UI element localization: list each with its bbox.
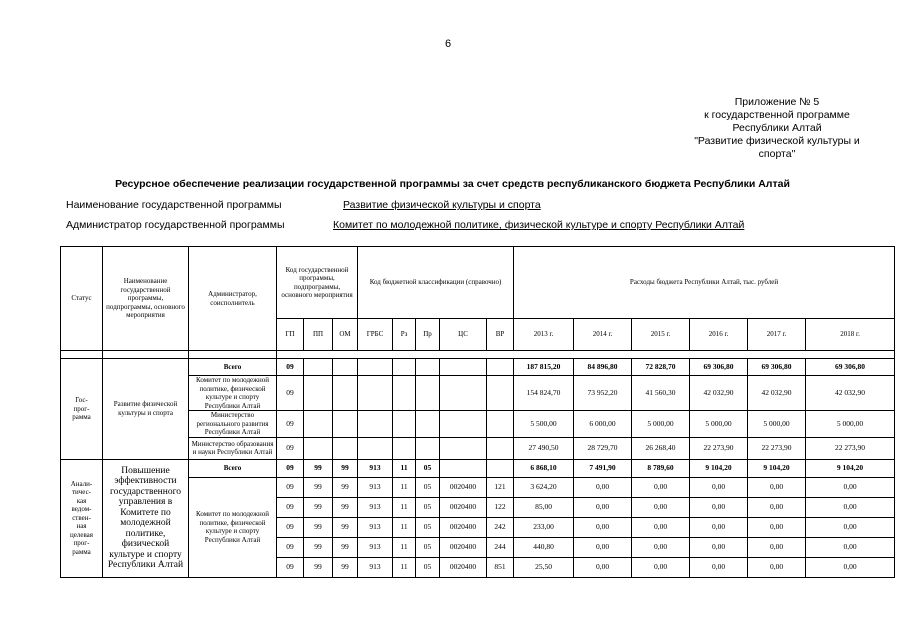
cell-value: 0,00 [748,477,806,497]
cell-vr: 851 [487,557,514,577]
cell-value: 0,00 [806,557,895,577]
header-name: Наименование государственной программы, подпрограммы, основного мероприятия [103,247,189,351]
cell-value: 69 306,80 [806,359,895,376]
cell-pp [304,359,333,376]
cell-pr [416,437,440,459]
cell-rz [393,437,416,459]
cell-grbs: 913 [358,459,393,477]
cell-value: 9 104,20 [748,459,806,477]
cell-value: 0,00 [632,557,690,577]
page-number: 6 [445,38,452,50]
cell-admin: Министерство образования и науки Республики Алтай [189,437,277,459]
cell-value: 0,00 [748,537,806,557]
cell-pp [304,437,333,459]
cell-admin: Министерство регионального развития Республики Алтай [189,411,277,438]
cell-vr: 121 [487,477,514,497]
cell-pp: 99 [304,477,333,497]
cell-cs: 0020400 [440,537,487,557]
cell-pr: 05 [416,537,440,557]
cell-vr: 244 [487,537,514,557]
cell-pr: 05 [416,517,440,537]
cell-value: 5 000,00 [806,411,895,438]
cell-value: 69 306,80 [690,359,748,376]
cell-value: 26 268,40 [632,437,690,459]
header-year-col: 2014 г. [574,319,632,351]
cell-value: 0,00 [632,477,690,497]
header-code-group: Код государственной программы, подпрограммы, основного мероприятия [277,247,358,319]
cell-rz: 11 [393,517,416,537]
cell-vr [487,437,514,459]
administrator-label: Администратор государственной программы [66,219,285,231]
cell-cs [440,411,487,438]
cell-om [333,359,358,376]
cell-grbs: 913 [358,497,393,517]
cell-status: Гос- прог- рамма [61,359,103,460]
appendix-line: Республики Алтай [732,122,822,134]
cell-value: 3 624,20 [514,477,574,497]
cell-value: 0,00 [632,497,690,517]
cell-vr: 122 [487,497,514,517]
cell-om: 99 [333,517,358,537]
cell-value: 5 500,00 [514,411,574,438]
cell-grbs: 913 [358,477,393,497]
cell-grbs [358,376,393,411]
budget-table [60,246,895,578]
cell-pp: 99 [304,537,333,557]
cell-cs [440,359,487,376]
header-year-col: 2016 г. [690,319,748,351]
cell-value: 5 000,00 [748,411,806,438]
cell-pp [304,376,333,411]
cell-value: 41 560,30 [632,376,690,411]
program-name-label: Наименование государственной программы [66,199,282,211]
appendix-line: к государственной программе [704,109,850,121]
cell-grbs: 913 [358,557,393,577]
cell-pp: 99 [304,459,333,477]
cell-value: 0,00 [690,477,748,497]
header-year-col: 2015 г. [632,319,690,351]
cell-grbs: 913 [358,537,393,557]
cell-value: 8 789,60 [632,459,690,477]
cell-value: 25,50 [514,557,574,577]
header-kbk-group: Код бюджетной классификации (справочно) [358,247,514,319]
cell-om [333,411,358,438]
cell-vr [487,376,514,411]
cell-status: Анали- тичес- кая ведом- ствен- ная целевая прог- рамма [61,459,103,577]
cell-value: 6 000,00 [574,411,632,438]
header-year-col: 2013 г. [514,319,574,351]
cell-value: 0,00 [748,497,806,517]
cell-pr: 05 [416,459,440,477]
cell-value: 0,00 [748,517,806,537]
cell-vr [487,359,514,376]
cell-value: 84 896,80 [574,359,632,376]
cell-om: 99 [333,557,358,577]
cell-grbs [358,437,393,459]
cell-gp: 09 [277,477,304,497]
cell-value: 22 273,90 [748,437,806,459]
cell-value: 0,00 [748,557,806,577]
cell-rz: 11 [393,459,416,477]
cell-vr [487,459,514,477]
header-kbk-col: ГРБС [358,319,393,351]
cell-value: 154 824,70 [514,376,574,411]
cell-value: 5 000,00 [690,411,748,438]
cell-value: 187 815,20 [514,359,574,376]
cell-value: 233,00 [514,517,574,537]
cell-value: 22 273,90 [690,437,748,459]
cell-value: 0,00 [574,517,632,537]
cell-om [333,437,358,459]
cell-value: 0,00 [690,557,748,577]
cell-rz: 11 [393,477,416,497]
cell-cs: 0020400 [440,477,487,497]
cell-program-name: Развитие физической культуры и спорта [103,359,189,460]
header-kbk-col: Рз [393,319,416,351]
appendix-line: спорта" [758,148,796,160]
cell-value: 85,00 [514,497,574,517]
cell-value: 69 306,80 [748,359,806,376]
cell-cs: 0020400 [440,557,487,577]
cell-rz [393,359,416,376]
cell-gp: 09 [277,437,304,459]
cell-value: 28 729,70 [574,437,632,459]
cell-pr [416,376,440,411]
cell-om: 99 [333,497,358,517]
cell-rz [393,376,416,411]
cell-cs: 0020400 [440,517,487,537]
cell-value: 440,80 [514,537,574,557]
cell-rz [393,411,416,438]
cell-gp: 09 [277,517,304,537]
cell-vr [487,411,514,438]
cell-value: 0,00 [574,497,632,517]
program-name-value: Развитие физической культуры и спорта [343,199,541,211]
cell-pr: 05 [416,497,440,517]
cell-value: 7 491,90 [574,459,632,477]
cell-value: 0,00 [690,537,748,557]
header-code-col: ОМ [333,319,358,351]
cell-value: 22 273,90 [806,437,895,459]
cell-cs [440,459,487,477]
cell-value: 9 104,20 [690,459,748,477]
cell-pp: 99 [304,497,333,517]
cell-value: 0,00 [806,497,895,517]
cell-gp: 09 [277,537,304,557]
cell-grbs [358,359,393,376]
document-title: Ресурсное обеспечение реализации государственной программы за счет средств республиканского бюджета Республики Алтай [115,178,790,190]
cell-om [333,376,358,411]
cell-value: 0,00 [690,517,748,537]
cell-gp: 09 [277,557,304,577]
cell-cs [440,376,487,411]
cell-pr [416,359,440,376]
cell-gp: 09 [277,497,304,517]
cell-cs [440,437,487,459]
header-code-col: ПП [304,319,333,351]
cell-value: 6 868,10 [514,459,574,477]
appendix-note [660,96,894,161]
cell-pr: 05 [416,477,440,497]
cell-value: 0,00 [806,537,895,557]
cell-gp: 09 [277,411,304,438]
cell-gp: 09 [277,459,304,477]
header-kbk-col: Пр [416,319,440,351]
cell-value: 0,00 [806,477,895,497]
cell-vr: 242 [487,517,514,537]
header-kbk-col: ВР [487,319,514,351]
cell-pr: 05 [416,557,440,577]
cell-value: 5 000,00 [632,411,690,438]
cell-program-name: Повышение эффективности государственного управления в Комитете по молодежной политике, физической культуре и спорту Республики Алтай [103,459,189,577]
cell-value: 0,00 [574,537,632,557]
cell-value: 0,00 [574,557,632,577]
cell-value: 27 490,50 [514,437,574,459]
cell-om: 99 [333,459,358,477]
cell-value: 42 032,90 [690,376,748,411]
cell-pr [416,411,440,438]
cell-value: 42 032,90 [806,376,895,411]
cell-admin: Комитет по молодежной политике, физической культуре и спорту Республики Алтай [189,477,277,577]
cell-value: 0,00 [574,477,632,497]
cell-grbs: 913 [358,517,393,537]
cell-value: 73 952,20 [574,376,632,411]
cell-value: 0,00 [806,517,895,537]
table-row [61,459,895,477]
cell-value: 42 032,90 [748,376,806,411]
cell-pp [304,411,333,438]
cell-admin: Комитет по молодежной политике, физической культуре и спорту Республики Алтай [189,376,277,411]
header-expenses-group: Расходы бюджета Республики Алтай, тыс. рублей [514,247,895,319]
header-admin: Администратор, соисполнитель [189,247,277,351]
cell-gp: 09 [277,359,304,376]
header-kbk-col: ЦС [440,319,487,351]
cell-value: 0,00 [690,497,748,517]
cell-cs: 0020400 [440,497,487,517]
cell-grbs [358,411,393,438]
header-status: Статус [61,247,103,351]
table-row [61,359,895,376]
cell-admin: Всего [189,359,277,376]
cell-gp: 09 [277,376,304,411]
header-year-col: 2017 г. [748,319,806,351]
cell-value: 72 828,70 [632,359,690,376]
header-year-col: 2018 г. [806,319,895,351]
header-code-col: ГП [277,319,304,351]
cell-admin: Всего [189,459,277,477]
cell-value: 0,00 [632,517,690,537]
cell-value: 9 104,20 [806,459,895,477]
cell-rz: 11 [393,557,416,577]
cell-pp: 99 [304,517,333,537]
cell-pp: 99 [304,557,333,577]
cell-om: 99 [333,537,358,557]
cell-om: 99 [333,477,358,497]
cell-value: 0,00 [632,537,690,557]
appendix-line: Приложение № 5 [734,96,820,108]
cell-rz: 11 [393,497,416,517]
appendix-line: "Развитие физической культуры и [694,135,860,147]
administrator-value: Комитет по молодежной политике, физической культуре и спорту Республики Алтай [333,219,745,231]
spacer-row [61,351,895,359]
cell-rz: 11 [393,537,416,557]
